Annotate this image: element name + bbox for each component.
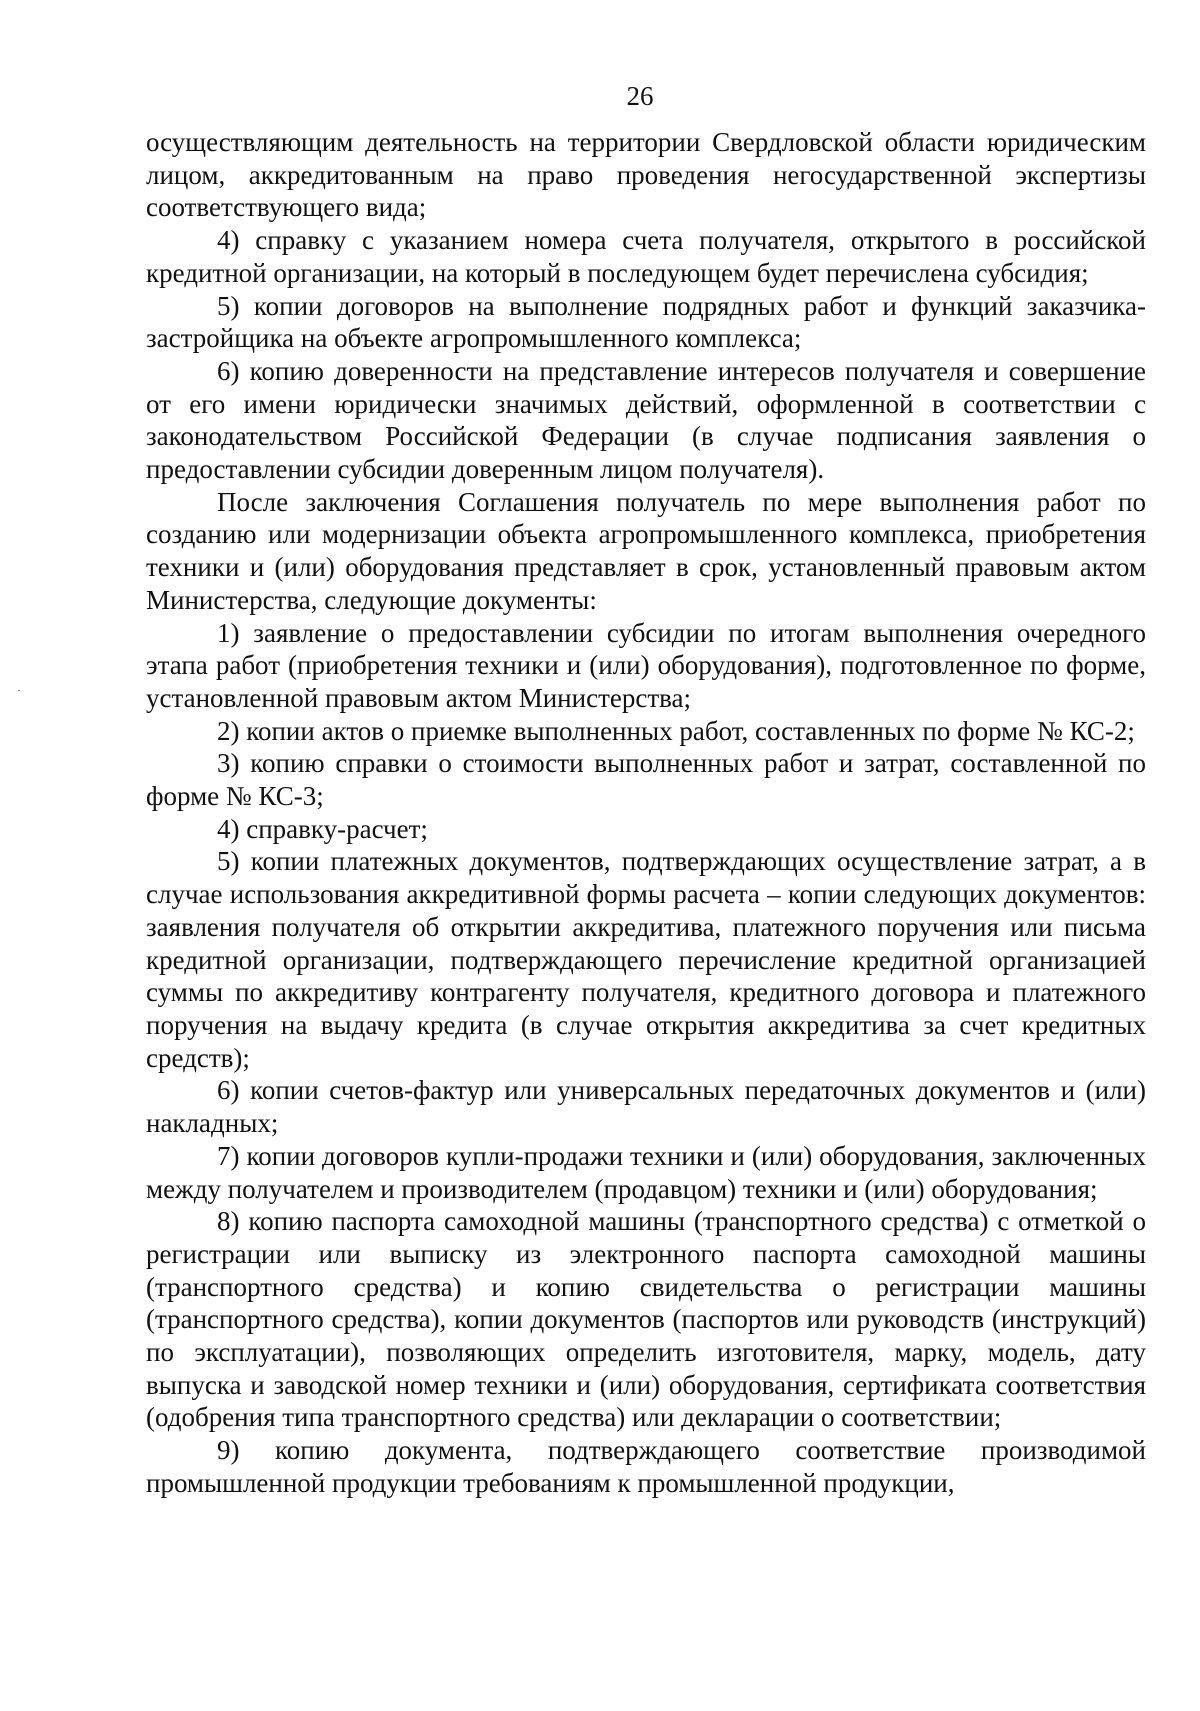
list-item: 3) копию справки о стоимости выполненных работ и затрат, составленной по форме № КС-3;	[146, 748, 1146, 812]
list-item: 5) копии платежных документов, подтверждающих осуществление затрат, а в случае использования аккредитивной формы расчета – копии следующих документов: заявления получателя об открытии аккредитива, платежного поручения или письма кредитной организации, подтверждающего перечисление кредитной организацией суммы по аккредитиву контрагенту получателя, кредитного договора и платежного поручения на выдачу кредита (в случае открытия аккредитива за счет кредитных средств);	[146, 846, 1146, 1073]
list-item: 8) копию паспорта самоходной машины (транспортного средства) с отметкой о регистрации или выписку из электронного паспорта самоходной машины (транспортного средства) и копию свидетельства о регистрации машины (транспортного средства), копии документов (паспортов или руководств (инструкций) по эксплуатации), позволяющих определить изготовителя, марку, модель, дату выпуска и заводской номер техники и (или) оборудования, сертификата соответствия (одобрения типа транспортного средства) или декларации о соответствии;	[146, 1206, 1146, 1433]
list-item: 5) копии договоров на выполнение подрядных работ и функций заказчика-застройщика на объекте агропромышленного комплекса;	[146, 290, 1146, 354]
list-item: 6) копии счетов-фактур или универсальных передаточных документов и (или) накладных;	[146, 1075, 1146, 1139]
scan-mark	[18, 690, 20, 691]
paragraph: После заключения Соглашения получатель по мере выполнения работ по созданию или модернизации объекта агропромышленного комплекса, приобретения техники и (или) оборудования представляет в срок, установленный правовым актом Министерства, следующие документы:	[146, 486, 1146, 615]
list-item: 1) заявление о предоставлении субсидии по итогам выполнения очередного этапа работ (приобретения техники и (или) оборудования), подготовленное по форме, установленной правовым актом Министерства;	[146, 617, 1146, 713]
list-item: 7) копии договоров купли-продажи техники и (или) оборудования, заключенных между получателем и производителем (продавцом) техники и (или) оборудования;	[146, 1140, 1146, 1204]
page-number: 26	[626, 81, 654, 111]
list-item: 2) копии актов о приемке выполненных работ, составленных по форме № КС-2;	[217, 715, 1135, 746]
list-item: 4) справку с указанием номера счета получателя, открытого в российской кредитной организации, на который в последующем будет перечислена субсидия;	[146, 225, 1146, 288]
list-item: 6) копию доверенности на представление интересов получателя и совершение от его имени юридически значимых действий, оформленной в соответствии с законодательством Российской Федерации (в случае подписания заявления о предоставлении субсидии доверенным лицом получателя).	[146, 355, 1146, 485]
list-item: 4) справку-расчет;	[217, 813, 428, 844]
list-item: 9) копию документа, подтверждающего соответствие производимой промышленной продукции требованиям к промышленной продукции,	[146, 1435, 1146, 1498]
paragraph: осуществляющим деятельность на территории Свердловской области юридическим лицом, аккредитованным на право проведения негосударственной экспертизы соответствующего вида;	[146, 127, 1146, 223]
document-body	[146, 126, 1146, 1500]
